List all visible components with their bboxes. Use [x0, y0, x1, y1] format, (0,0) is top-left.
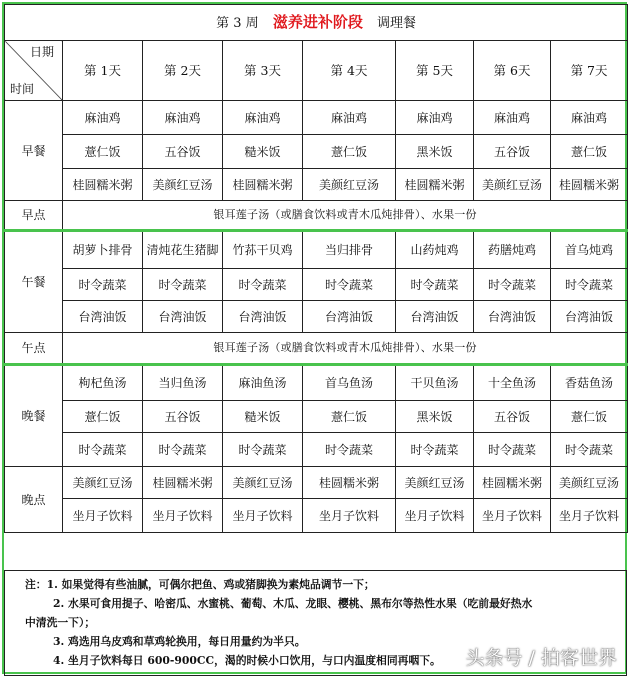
menu-cell: 胡萝卜排骨	[63, 231, 143, 269]
menu-cell: 时令蔬菜	[303, 433, 396, 467]
menu-cell: 糙米饭	[223, 135, 303, 169]
note-2: 2. 水果可食用提子、哈密瓜、水蜜桃、葡萄、木瓜、龙眼、樱桃、黑布尔等热性水果（吃前最好热水	[53, 597, 533, 610]
menu-cell: 台湾油饭	[63, 301, 143, 333]
table-title	[5, 5, 628, 41]
menu-cell: 五谷饭	[143, 135, 223, 169]
meal-type-label: 调理餐	[376, 15, 416, 31]
menu-cell: 时令蔬菜	[303, 269, 396, 301]
breakfast-label: 早餐	[5, 101, 63, 201]
menu-cell: 干贝鱼汤	[396, 365, 474, 401]
menu-cell: 五谷饭	[474, 135, 551, 169]
menu-cell: 时令蔬菜	[63, 269, 143, 301]
menu-cell: 五谷饭	[143, 401, 223, 433]
menu-cell: 麻油鸡	[474, 101, 551, 135]
menu-cell: 麻油鸡	[303, 101, 396, 135]
menu-cell: 桂圆糯米粥	[223, 169, 303, 201]
menu-cell: 美颜红豆汤	[551, 467, 628, 499]
menu-cell: 桂圆糯米粥	[474, 467, 551, 499]
menu-cell: 时令蔬菜	[143, 433, 223, 467]
menu-cell: 台湾油饭	[303, 301, 396, 333]
day-header-5: 第 5天	[396, 41, 474, 101]
menu-cell: 麻油鸡	[223, 101, 303, 135]
day-header-4: 第 4天	[303, 41, 396, 101]
afternoon-snack-text: 银耳莲子汤（或膳食饮料或青木瓜炖排骨）、水果一份	[63, 333, 628, 365]
menu-cell: 时令蔬菜	[396, 433, 474, 467]
lunch-label: 午餐	[5, 231, 63, 333]
menu-cell: 薏仁饭	[551, 401, 628, 433]
menu-cell: 坐月子饮料	[551, 499, 628, 533]
menu-cell: 麻油鸡	[143, 101, 223, 135]
menu-cell: 麻油鸡	[63, 101, 143, 135]
afternoon-snack-label: 午点	[5, 333, 63, 365]
menu-cell: 时令蔬菜	[63, 433, 143, 467]
menu-cell: 时令蔬菜	[223, 269, 303, 301]
note-1: 注：1. 如果觉得有些油腻，可偶尔把鱼、鸡或猪脚换为素炖品调节一下；	[25, 578, 375, 591]
menu-cell: 时令蔬菜	[396, 269, 474, 301]
menu-cell: 坐月子饮料	[303, 499, 396, 533]
menu-cell: 美颜红豆汤	[474, 169, 551, 201]
menu-cell: 坐月子饮料	[143, 499, 223, 533]
note-4: 4. 坐月子饮料每日 600-900CC，渴的时候小口饮用，与口内温度相同再咽下。	[53, 654, 441, 667]
night-snack-label: 晚点	[5, 467, 63, 533]
morning-snack-label: 早点	[5, 201, 63, 231]
menu-cell: 枸杞鱼汤	[63, 365, 143, 401]
menu-cell: 时令蔬菜	[551, 433, 628, 467]
day-header-3: 第 3天	[223, 41, 303, 101]
menu-cell: 薏仁饭	[63, 135, 143, 169]
menu-cell: 薏仁饭	[303, 401, 396, 433]
menu-cell: 坐月子饮料	[474, 499, 551, 533]
menu-cell: 香菇鱼汤	[551, 365, 628, 401]
menu-cell: 坐月子饮料	[223, 499, 303, 533]
menu-cell: 时令蔬菜	[143, 269, 223, 301]
menu-cell: 台湾油饭	[223, 301, 303, 333]
menu-cell: 桂圆糯米粥	[303, 467, 396, 499]
note-2-cont: 中清洗一下）；	[25, 616, 96, 629]
menu-cell: 当归鱼汤	[143, 365, 223, 401]
menu-cell: 薏仁饭	[551, 135, 628, 169]
corner-time-label: 时间	[10, 82, 35, 96]
stage-label: 滋养进补阶段	[272, 12, 363, 31]
menu-cell: 黑米饭	[396, 401, 474, 433]
menu-cell: 桂圆糯米粥	[63, 169, 143, 201]
menu-cell: 桂圆糯米粥	[143, 467, 223, 499]
menu-cell: 麻油鱼汤	[223, 365, 303, 401]
corner-date-label: 日期	[29, 45, 54, 59]
week-label: 第 3 周	[216, 15, 259, 31]
menu-cell: 时令蔬菜	[474, 433, 551, 467]
menu-cell: 坐月子饮料	[396, 499, 474, 533]
menu-cell: 美颜红豆汤	[303, 169, 396, 201]
menu-cell: 时令蔬菜	[223, 433, 303, 467]
menu-cell: 黑米饭	[396, 135, 474, 169]
table-row	[5, 231, 628, 269]
table-row	[5, 201, 628, 231]
menu-cell: 台湾油饭	[143, 301, 223, 333]
corner-cell	[5, 41, 63, 101]
menu-cell: 美颜红豆汤	[143, 169, 223, 201]
menu-cell: 麻油鸡	[396, 101, 474, 135]
menu-cell: 美颜红豆汤	[63, 467, 143, 499]
watermark: 头条号 / 拍客世界	[465, 647, 617, 669]
day-header-7: 第 7天	[551, 41, 628, 101]
table-row	[5, 169, 628, 201]
dinner-label: 晚餐	[5, 365, 63, 467]
menu-cell: 首乌炖鸡	[551, 231, 628, 269]
menu-cell: 药膳炖鸡	[474, 231, 551, 269]
menu-cell: 薏仁饭	[63, 401, 143, 433]
table-row	[5, 467, 628, 499]
menu-cell: 台湾油饭	[396, 301, 474, 333]
menu-cell: 台湾油饭	[551, 301, 628, 333]
menu-cell: 当归排骨	[303, 231, 396, 269]
table-row	[5, 333, 628, 365]
table-row	[5, 301, 628, 333]
day-header-2: 第 2天	[143, 41, 223, 101]
table-row	[5, 365, 628, 401]
morning-snack-text: 银耳莲子汤（或膳食饮料或青木瓜炖排骨）、水果一份	[63, 201, 628, 231]
table-row	[5, 269, 628, 301]
menu-cell: 时令蔬菜	[474, 269, 551, 301]
menu-cell: 竹荪干贝鸡	[223, 231, 303, 269]
menu-cell: 五谷饭	[474, 401, 551, 433]
menu-cell: 时令蔬菜	[551, 269, 628, 301]
menu-cell: 美颜红豆汤	[223, 467, 303, 499]
day-header-6: 第 6天	[474, 41, 551, 101]
menu-cell: 麻油鸡	[551, 101, 628, 135]
table-row	[5, 499, 628, 533]
menu-cell: 台湾油饭	[474, 301, 551, 333]
table-row	[5, 433, 628, 467]
menu-cell: 糙米饭	[223, 401, 303, 433]
menu-cell: 十全鱼汤	[474, 365, 551, 401]
table-row	[5, 401, 628, 433]
meal-plan-table	[4, 4, 628, 533]
menu-cell: 坐月子饮料	[63, 499, 143, 533]
table-row	[5, 101, 628, 135]
note-3: 3. 鸡选用乌皮鸡和草鸡轮换用，每日用量约为半只。	[53, 635, 306, 648]
table-row	[5, 135, 628, 169]
menu-cell: 薏仁饭	[303, 135, 396, 169]
menu-cell: 首乌鱼汤	[303, 365, 396, 401]
menu-cell: 桂圆糯米粥	[551, 169, 628, 201]
menu-cell: 清炖花生猪脚	[143, 231, 223, 269]
day-header-1: 第 1天	[63, 41, 143, 101]
menu-cell: 山药炖鸡	[396, 231, 474, 269]
menu-cell: 桂圆糯米粥	[396, 169, 474, 201]
menu-cell: 美颜红豆汤	[396, 467, 474, 499]
